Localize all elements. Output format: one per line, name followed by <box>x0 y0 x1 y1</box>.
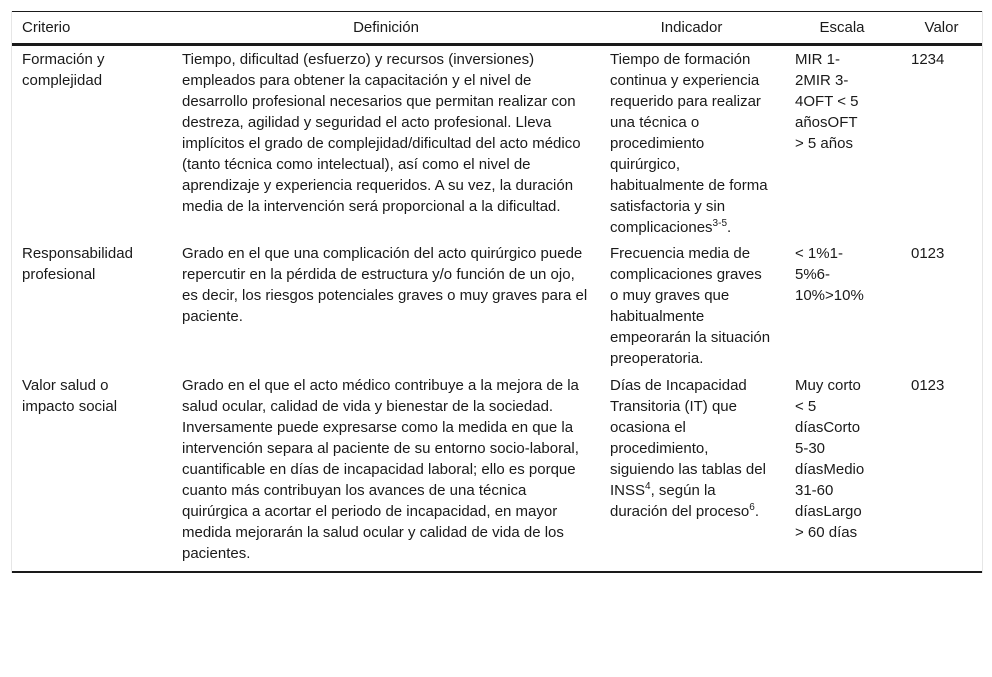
cell-criterio: Formación y complejidad <box>22 51 105 89</box>
escala-line: díasLargo <box>795 503 862 520</box>
table-row <box>12 240 982 372</box>
cell-definicion: Grado en el que una complicación del acto quirúrgico puede repercutir en la pérdida de estructura y/o función de un ojo, es decir, los riesgos potenciales graves o muy graves para el paciente. <box>182 245 588 325</box>
indicador-tail: . <box>727 219 732 236</box>
header-criterio: Criterio <box>22 19 71 36</box>
cell-definicion: Grado en el que el acto médico contribuye a la mejora de la salud ocular, calidad de vida y bienestar de la sociedad. Inversamente puede expresarse como la medida en que la intervención separa al paciente de su entorno socio-laboral, cuantificable en días de incapacidad laboral; ello es porque cuanto más contribuyan los avances de una técnica quirúrgica a acortar el periodo de incapacidad, en mayor medida mejorarán la salud ocular y calidad de vida de los pacientes. <box>182 377 579 562</box>
cell-criterio: Responsabilidad profesional <box>22 245 133 283</box>
cell-criterio: Valor salud o impacto social <box>22 377 118 415</box>
header-escala: Escala <box>819 19 865 36</box>
cell-indicador <box>600 240 783 372</box>
escala-line: 10%>10% <box>795 287 864 304</box>
criteria-table <box>12 11 982 573</box>
escala-line: > 5 años <box>795 135 853 152</box>
cell-valor: 0123 <box>911 377 945 394</box>
indicador-text: Tiempo de formación continua y experiencia requerido para realizar una técnica o procedimiento quirúrgico, habitualmente de forma satisfactoria y sin complicaciones <box>610 51 768 236</box>
escala-line: 5%6- <box>795 266 831 283</box>
escala-line: 5-30 <box>795 440 826 457</box>
criteria-table-container <box>11 11 983 573</box>
header-indicador: Indicador <box>660 19 723 36</box>
indicador-text: Días de Incapacidad Transitoria (IT) que ocasiona el procedimiento, siguiendo las tablas del INSS <box>610 377 766 499</box>
header-row <box>12 12 982 45</box>
escala-line: 31-60 <box>795 482 834 499</box>
escala-line: < 5 <box>795 398 817 415</box>
table-row <box>12 45 982 241</box>
indicador-mid: , según la duración del proceso <box>610 482 750 520</box>
table-row <box>12 372 982 572</box>
reference-superscript: 6 <box>749 502 755 513</box>
cell-escala <box>783 240 901 372</box>
cell-indicador <box>600 45 783 241</box>
header-definicion: Definición <box>353 19 419 36</box>
escala-line: díasMedio <box>795 461 865 478</box>
escala-line: > 60 días <box>795 524 858 541</box>
cell-escala <box>783 45 901 241</box>
reference-superscript: 4 <box>645 481 651 492</box>
cell-valor: 1234 <box>911 51 945 68</box>
header-valor: Valor <box>924 19 959 36</box>
cell-indicador <box>600 372 783 572</box>
escala-line: < 1%1- <box>795 245 843 262</box>
cell-escala <box>783 372 901 572</box>
escala-line: 4OFT < 5 <box>795 93 859 110</box>
escala-line: 2MIR 3- <box>795 72 849 89</box>
escala-line: MIR 1- <box>795 51 840 68</box>
indicador-tail: . <box>754 503 759 520</box>
escala-line: añosOFT <box>795 114 858 131</box>
table-header <box>12 12 982 45</box>
table-body <box>12 45 982 573</box>
cell-valor: 0123 <box>911 245 945 262</box>
reference-superscript: 3-5 <box>712 218 727 229</box>
escala-line: Muy corto <box>795 377 861 394</box>
cell-definicion: Tiempo, dificultad (esfuerzo) y recursos (inversiones) empleados para obtener la capacitación y el nivel de desarrollo profesional necesarios que permitan realizar con destreza, agilidad y seguridad el acto profesional. Lleva implícitos el grado de complejidad/dificultad del acto médico (tanto técnica como intelectual), así como el nivel de aprendizaje y experiencia requeridos. A su vez, la duración media de la intervención será proporcional a la dificultad. <box>182 51 581 215</box>
escala-line: díasCorto <box>795 419 861 436</box>
indicador-text: Frecuencia media de complicaciones graves o muy graves que habitualmente empeorarán la situación preoperatoria. <box>610 245 771 367</box>
